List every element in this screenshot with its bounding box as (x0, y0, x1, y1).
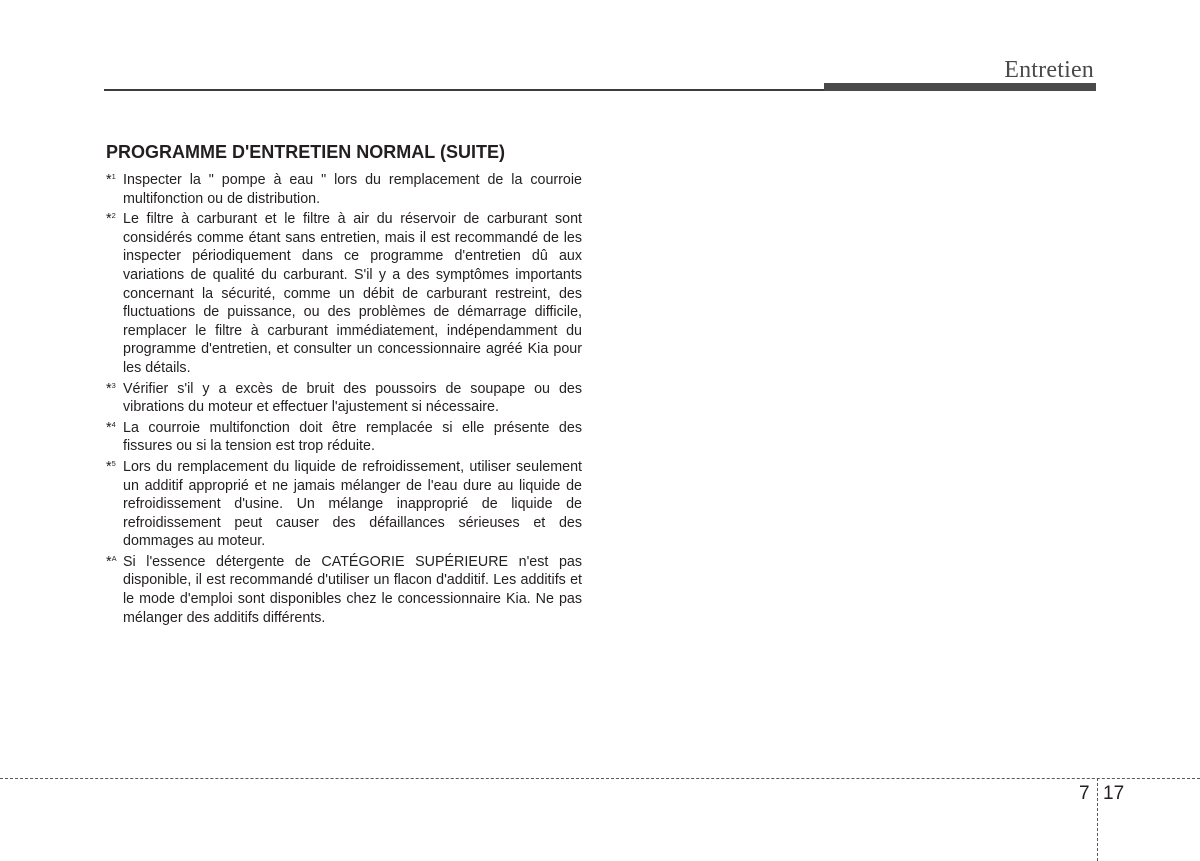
footnote-marker: *$^A$ (106, 553, 117, 570)
footnote-marker: *$^2$ (106, 211, 116, 228)
footnote-marker: *$^4$ (106, 419, 116, 436)
footnote-list (106, 171, 582, 629)
footnote-item (106, 380, 582, 417)
chapter-title: Entretien (1004, 57, 1094, 83)
footnote-marker: *$^5$ (106, 458, 116, 475)
footer-divider (0, 778, 1200, 779)
footnote-item (106, 419, 582, 456)
section-heading: PROGRAMME D'ENTRETIEN NORMAL (SUITE) (106, 142, 505, 162)
footnote-marker: *$^1$ (106, 172, 116, 188)
footnote-item (106, 553, 582, 627)
page-number: 17 (1103, 783, 1125, 804)
footnote-text: Inspecter la " pompe à eau " lors du remplacement de la courroie multifonction ou de distribution. (123, 172, 582, 207)
footnote-item (106, 171, 582, 208)
footnote-text: Si l'essence détergente de CATÉGORIE SUPÉRIEURE n'est pas disponible, il est recommandé d'utiliser un flacon d'additif. Les additifs et le mode d'emploi sont disponibles chez le concessionnaire Kia. Ne pas mélanger des additifs différents. (123, 553, 582, 626)
footnote-text: La courroie multifonction doit être remplacée si elle présente des fissures ou si la tension est trop réduite. (123, 419, 582, 455)
footnote-item (106, 458, 582, 551)
chapter-number: 7 (1079, 783, 1090, 804)
footnote-marker: *$^3$ (106, 380, 116, 397)
footer-page-divider (1097, 778, 1098, 861)
header-rule (104, 89, 824, 91)
header-rule-accent (824, 83, 1096, 91)
footnote-text: Le filtre à carburant et le filtre à air du réservoir de carburant sont considérés comme étant sans entretien, mais il est recommandé de les inspecter périodiquement dans ce programme d'entretien dû aux variations de qualité du carburant. S'il y a des symptômes importants concernant la sécurité, comme un débit de carburant restreint, des fluctuations de puissance, ou des problèmes de démarrage difficile, remplacer le filtre à carburant immédiatement, indépendamment du programme d'entretien, et consulter un concessionnaire agréé Kia pour les détails. (123, 211, 582, 376)
footnote-text: Vérifier s'il y a excès de bruit des poussoirs de soupape ou des vibrations du moteur et effectuer l'ajustement si nécessaire. (123, 380, 582, 416)
footnote-text: Lors du remplacement du liquide de refroidissement, utiliser seulement un additif approprié et ne jamais mélanger de l'eau dure au liquide de refroidissement d'usine. Un mélange inapproprié de liquide de refroidissement peut causer des défaillances sérieuses et des dommages au moteur. (123, 458, 582, 550)
footnote-item (106, 210, 582, 377)
